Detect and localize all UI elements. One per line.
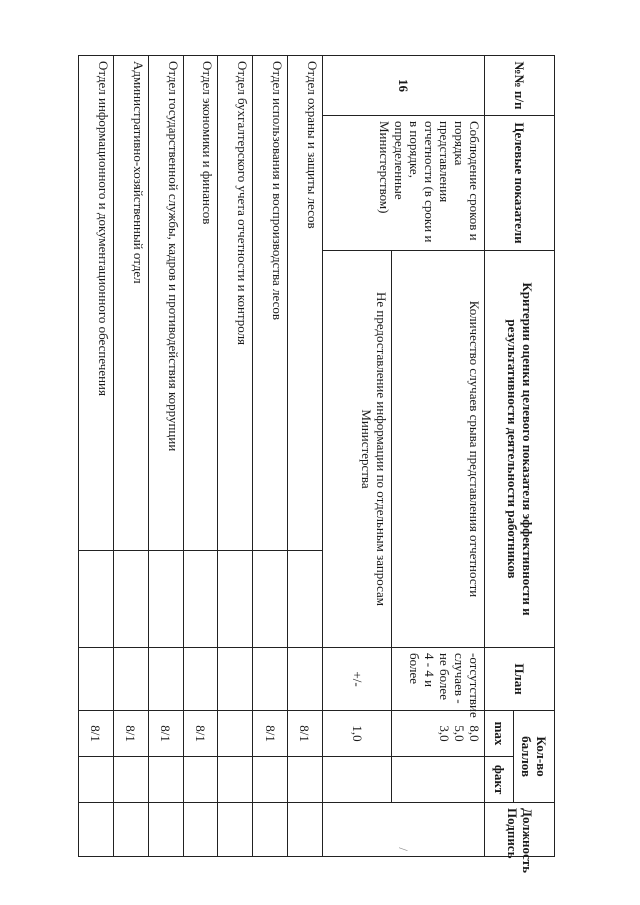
fact-cell [113, 551, 148, 648]
department-name: Отдел использования и воспроизводства лесов [253, 56, 288, 551]
criterion-text: Не предоставление информации по отдельным запросам Министерства [322, 251, 392, 648]
max-cell: 8/1 [288, 711, 323, 757]
fact-cell [218, 551, 253, 648]
plan-cell [148, 648, 183, 711]
plan-cell [113, 648, 148, 711]
max-cell: 8/1 [113, 711, 148, 757]
max-cell: 8/1 [79, 711, 114, 757]
indicator-text: Соблюдение сроков и порядка представления отчетности (в сроки и в порядке, определенные Министерством) [322, 116, 485, 251]
max-cell [218, 711, 253, 757]
header-fact-sub: факт [485, 757, 514, 803]
fact-cell [218, 757, 253, 803]
department-name: Отдел информационного и документационного обеспечения [79, 56, 114, 551]
department-name: Отдел охраны и защиты лесов [288, 56, 323, 551]
signature-cell [148, 803, 183, 857]
fact-cell [392, 757, 485, 803]
max-text: 8,0 5,0 3,0 [392, 711, 485, 757]
fact-cell [183, 757, 218, 803]
department-name: Отдел государственной службы, кадров и противодействия коррупции [148, 56, 183, 551]
table-row [148, 56, 183, 857]
table-row [79, 56, 114, 857]
table-row [183, 56, 218, 857]
table-row [218, 56, 253, 857]
plan-text: +/- [322, 648, 392, 711]
table-row [288, 56, 323, 857]
max-cell: 8/1 [148, 711, 183, 757]
plan-text: -отсутствие случаев - не более 4 - 4 и более [392, 648, 485, 711]
fact-cell [322, 757, 392, 803]
plan-cell [288, 648, 323, 711]
fact-cell [288, 757, 323, 803]
header-row-1 [514, 56, 555, 857]
max-text: 1,0 [322, 711, 392, 757]
fact-cell [79, 757, 114, 803]
signature-cell [218, 803, 253, 857]
header-plan: План [485, 648, 555, 711]
header-points: Кол-во баллов [514, 711, 555, 803]
evaluation-table [78, 55, 555, 874]
header-num: №№ п/п [485, 56, 555, 116]
criterion-text: Количество случаев срыва представления отчетности [392, 251, 485, 648]
signature-cell [183, 803, 218, 857]
header-criteria: Критерии оценки целевого показателя эффективности и результативности деятельности работников [485, 251, 555, 648]
signature-cell [253, 803, 288, 857]
department-name: Отдел бухгалтерского учета отчетности и контроля [218, 56, 253, 551]
signature-cell [113, 803, 148, 857]
department-name: Отдел экономики и финансов [183, 56, 218, 551]
plan-cell [218, 648, 253, 711]
fact-cell [79, 551, 114, 648]
fact-cell [148, 757, 183, 803]
row-16a [392, 56, 485, 857]
plan-cell [79, 648, 114, 711]
plan-cell [253, 648, 288, 711]
row-number: 16 [322, 56, 485, 116]
fact-cell [148, 551, 183, 648]
department-name: Административно-хозяйственный отдел [113, 56, 148, 551]
header-position: Должность Подпись [485, 803, 555, 857]
table-row [113, 56, 148, 857]
plan-cell [183, 648, 218, 711]
max-cell: 8/1 [253, 711, 288, 757]
header-max: max [485, 711, 514, 757]
fact-cell [253, 551, 288, 648]
table-row [253, 56, 288, 857]
fact-cell [183, 551, 218, 648]
signature-cell [288, 803, 323, 857]
fact-cell [288, 551, 323, 648]
signature-mark: / [322, 803, 485, 857]
fact-cell [113, 757, 148, 803]
header-indicators: Целевые показатели [485, 116, 555, 251]
fact-cell [253, 757, 288, 803]
max-cell: 8/1 [183, 711, 218, 757]
signature-cell [79, 803, 114, 857]
